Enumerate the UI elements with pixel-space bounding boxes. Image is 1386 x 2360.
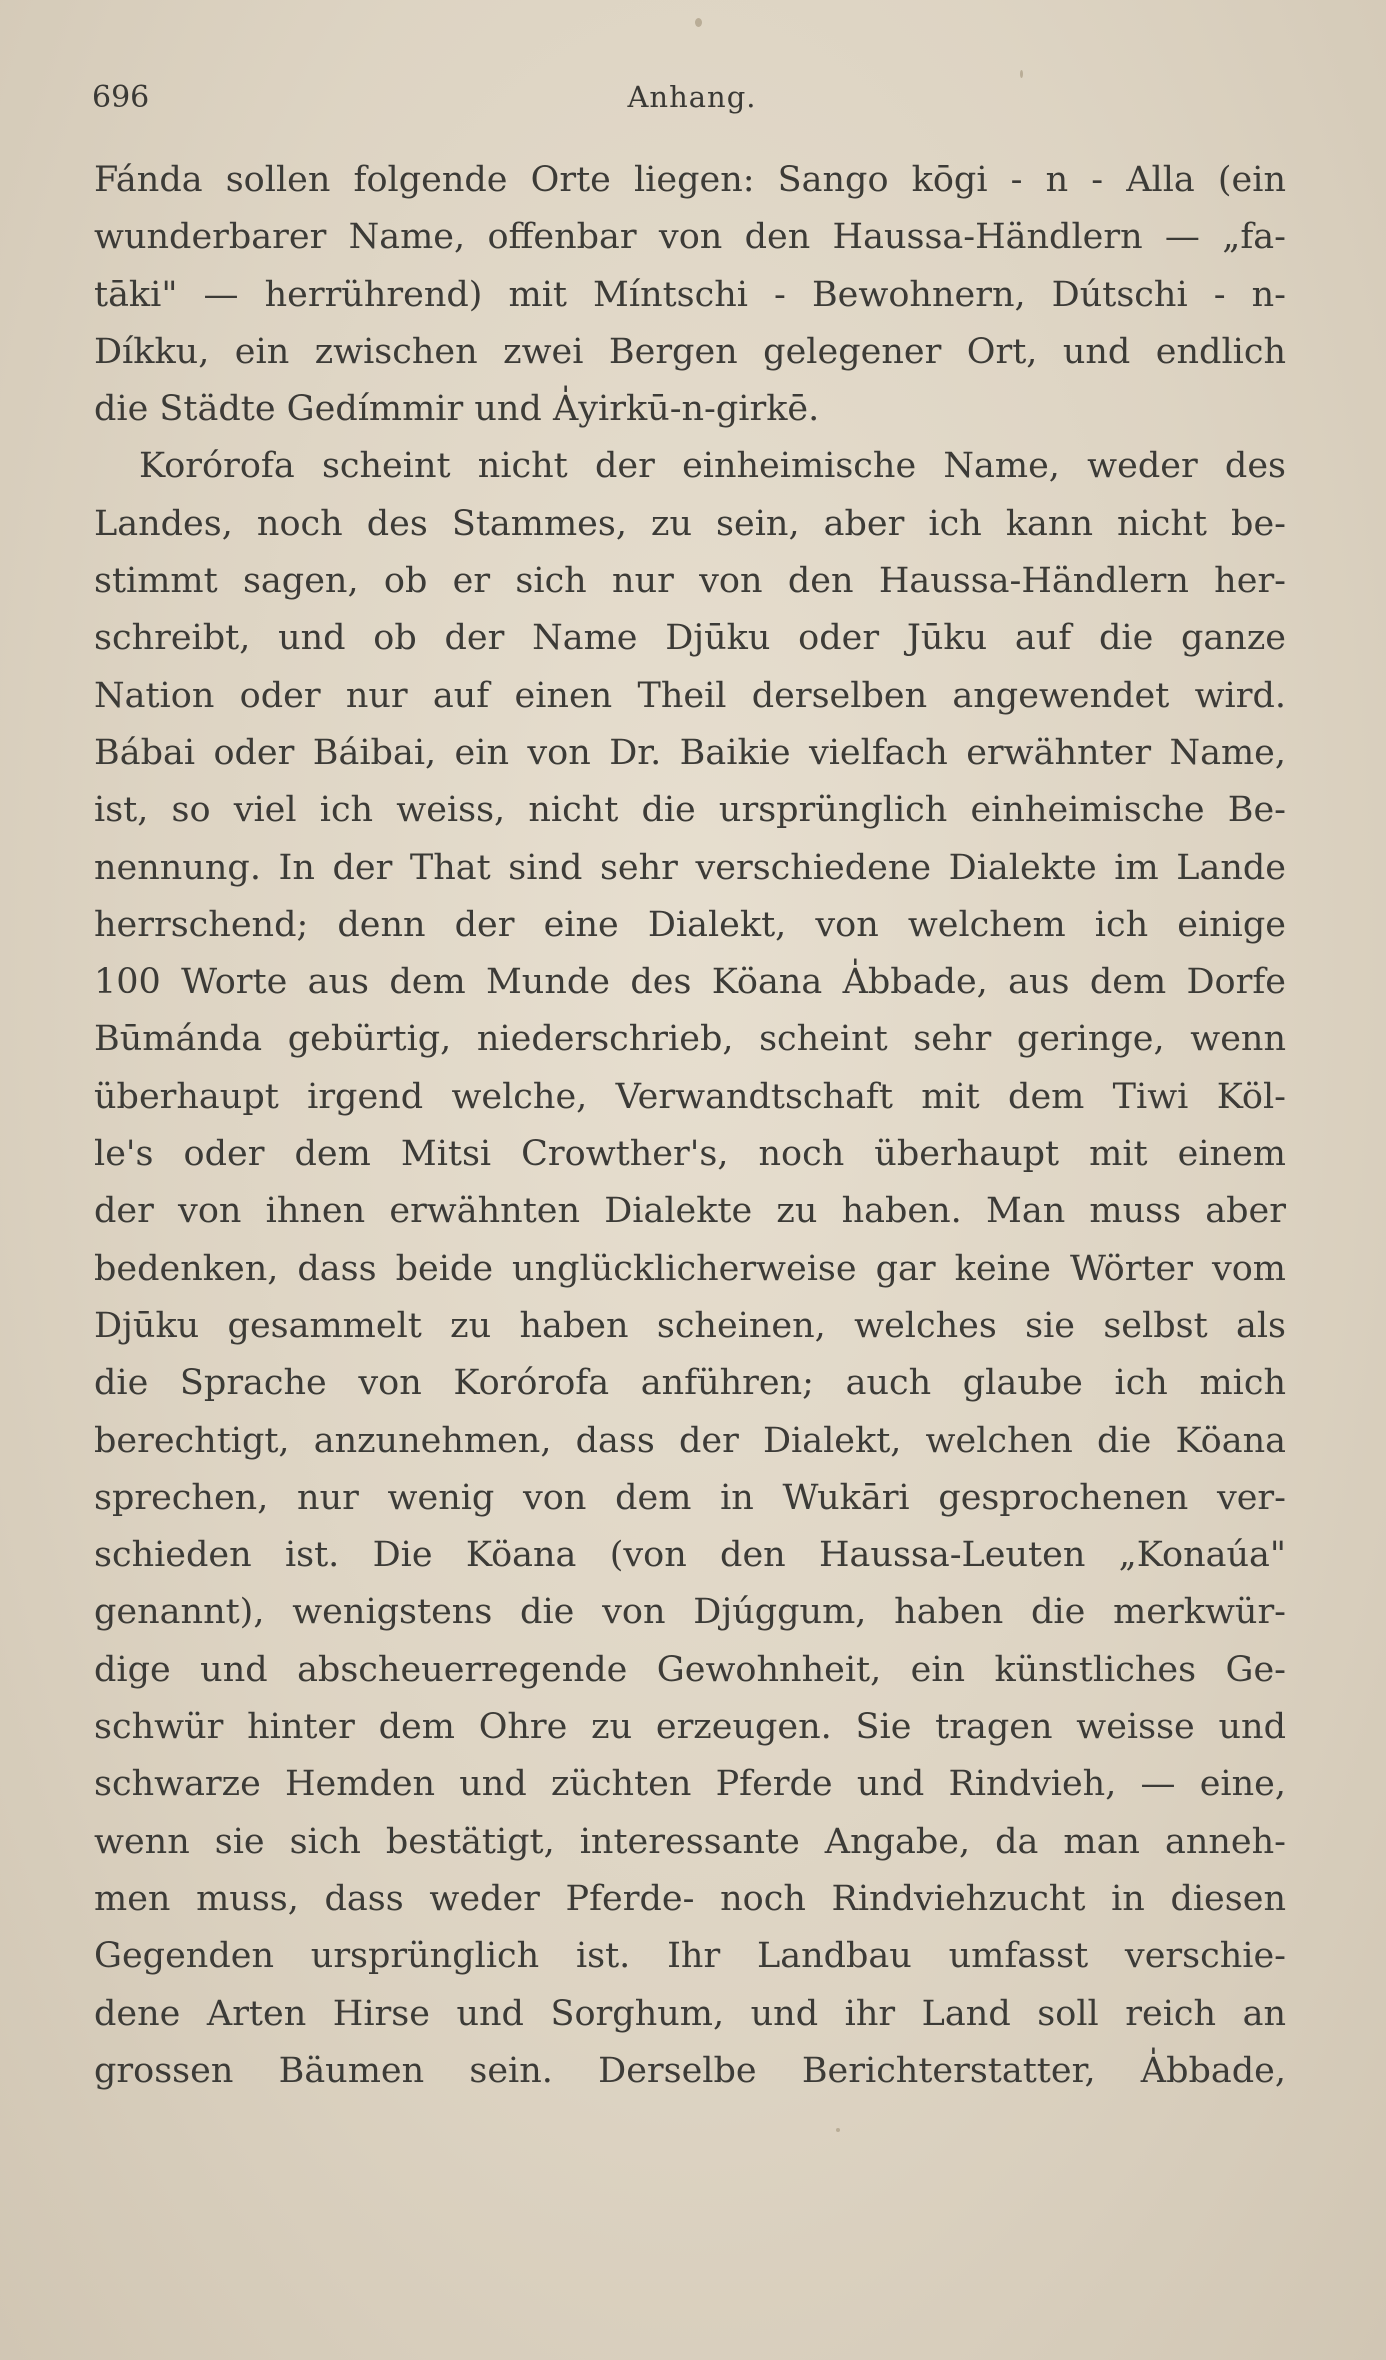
text-line: Landes, noch des Stammes, zu sein, aber ich kann nicht be- xyxy=(94,503,1286,544)
running-title: Anhang. xyxy=(627,80,757,114)
text-line: stimmt sagen, ob er sich nur von den Haussa-Händlern her- xyxy=(94,561,1286,602)
text-line: die Städte Gedímmir und A̍yirkū-n-girkē. xyxy=(94,389,820,430)
text-line: Fánda sollen folgende Orte liegen: Sango kōgi - n - Alla (ein xyxy=(94,160,1286,200)
text-line: schwür hinter dem Ohre zu erzeugen. Sie tragen weisse und xyxy=(94,1707,1286,1748)
text-line: wunderbarer Name, offenbar von den Haussa-Händlern — „fa- xyxy=(94,217,1286,258)
text-line: berechtigt, anzunehmen, dass der Dialekt, welchen die Köana xyxy=(94,1420,1286,1461)
text-line: men muss, dass weder Pferde- noch Rindviehzucht in diesen xyxy=(94,1878,1286,1919)
text-line: schwarze Hemden und züchten Pferde und Rindvieh, — eine, xyxy=(94,1764,1286,1805)
text-line: sprechen, nur wenig von dem in Wukāri gesprochenen ver- xyxy=(94,1477,1286,1518)
paper-speck xyxy=(1020,70,1023,78)
text-line: Bábai oder Báibai, ein von Dr. Baikie vielfach erwähnter Name, xyxy=(94,732,1286,773)
text-line: Būmánda gebürtig, niederschrieb, scheint sehr geringe, wenn xyxy=(94,1019,1286,1060)
text-line: dene Arten Hirse und Sorghum, und ihr Land soll reich an xyxy=(94,1993,1286,2034)
text-line: genannt), wenigstens die von Djúggum, haben die merkwür- xyxy=(94,1592,1286,1633)
text-line: ist, so viel ich weiss, nicht die ursprünglich einheimische Be- xyxy=(94,790,1286,831)
text-line: überhaupt irgend welche, Verwandtschaft mit dem Tiwi Köl- xyxy=(94,1076,1286,1117)
text-line: dige und abscheuerregende Gewohnheit, ein künstliches Ge- xyxy=(94,1649,1286,1690)
text-line: Díkku, ein zwischen zwei Bergen gelegener Ort, und endlich xyxy=(94,331,1286,372)
text-line: le's oder dem Mitsi Crowther's, noch überhaupt mit einem xyxy=(94,1134,1286,1175)
text-line: Nation oder nur auf einen Theil derselben angewendet wird. xyxy=(94,675,1286,716)
text-line: die Sprache von Korórofa anführen; auch glaube ich mich xyxy=(94,1363,1286,1404)
text-line: tāki" — herrührend) mit Míntschi - Bewohnern, Dútschi - n- xyxy=(94,274,1286,315)
text-line: grossen Bäumen sein. Derselbe Berichterstatter, A̍bbade, xyxy=(94,2050,1286,2091)
page-header xyxy=(92,80,1292,124)
paper-speck xyxy=(695,18,702,27)
paper-speck xyxy=(836,2128,840,2132)
text-line: Gegenden ursprünglich ist. Ihr Landbau umfasst verschie- xyxy=(94,1936,1286,1977)
text-line: 100 Worte aus dem Munde des Köana A̍bbade, aus dem Dorfe xyxy=(94,962,1286,1003)
text-line: bedenken, dass beide unglücklicherweise gar keine Wörter vom xyxy=(94,1248,1286,1289)
text-line: herrschend; denn der eine Dialekt, von welchem ich einige xyxy=(94,904,1286,945)
text-line: der von ihnen erwähnten Dialekte zu haben. Man muss aber xyxy=(94,1191,1286,1232)
text-line: nennung. In der That sind sehr verschiedene Dialekte im Lande xyxy=(94,847,1286,888)
text-line: wenn sie sich bestätigt, interessante Angabe, da man anneh- xyxy=(94,1821,1286,1862)
text-line: schreibt, und ob der Name Djūku oder Jūku auf die ganze xyxy=(94,618,1286,659)
text-line: schieden ist. Die Köana (von den Haussa-Leuten „Konaúa" xyxy=(94,1535,1286,1576)
text-line: Djūku gesammelt zu haben scheinen, welches sie selbst als xyxy=(94,1305,1286,1346)
text-line: Korórofa scheint nicht der einheimische Name, weder des xyxy=(139,446,1286,487)
body-text xyxy=(94,152,1286,2100)
page-number: 696 xyxy=(92,80,150,115)
